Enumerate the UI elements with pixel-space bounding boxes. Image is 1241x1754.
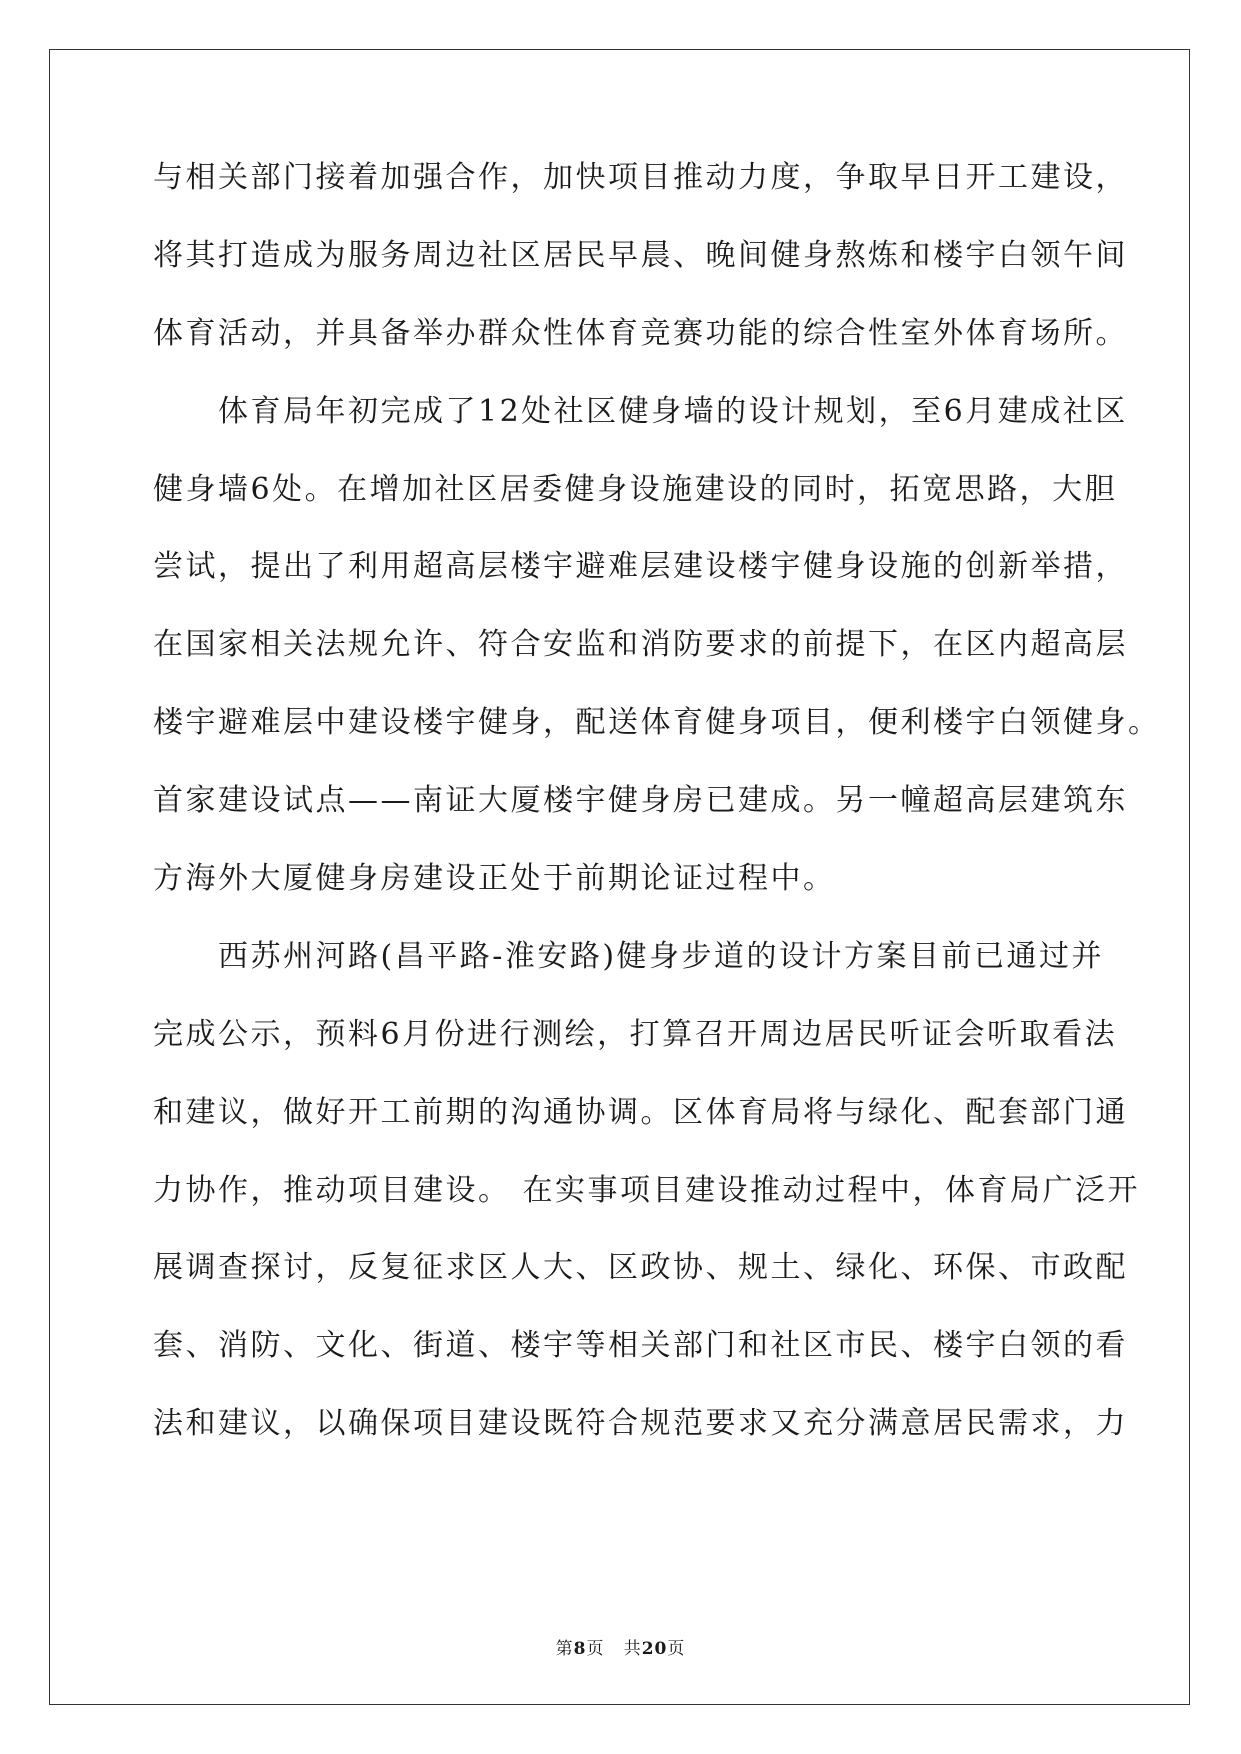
page-prefix: 第	[555, 1639, 574, 1659]
text-line: 首家建设试点——南证大厦楼宇健身房已建成。另一幢超高层建筑东	[153, 783, 1128, 819]
total-suffix: 页	[667, 1639, 686, 1659]
text-line: 健身墙6处。在增加社区居委健身设施建设的同时，拓宽思路，大胆	[153, 471, 1118, 507]
text-line: 展调查探讨，反复征求区人大、区政协、规土、绿化、环保、市政配	[153, 1250, 1128, 1286]
total-prefix: 共	[623, 1639, 642, 1659]
text-line: 法和建议，以确保项目建设既符合规范要求又充分满意居民需求，力	[153, 1406, 1128, 1442]
text-line: 与相关部门接着加强合作，加快项目推动力度，争取早日开工建设，	[153, 160, 1128, 195]
text-line: 和建议，做好开工前期的沟通协调。区体育局将与绿化、配套部门通	[153, 1094, 1128, 1130]
text-line: 力协作，推动项目建设。 在实事项目建设推动过程中，体育局广泛开	[153, 1172, 1141, 1208]
page-suffix: 页	[586, 1639, 605, 1659]
page-footer	[0, 1634, 1241, 1659]
text-line: 完成公示，预料6月份进行测绘，打算召开周边居民听证会听取看法	[153, 1016, 1118, 1052]
text-line: 方海外大厦健身房建设正处于前期论证过程中。	[153, 861, 836, 897]
text-line: 体育活动，并具备举办群众性体育竞赛功能的综合性室外体育场所。	[153, 315, 1128, 351]
text-line: 套、消防、文化、街道、楼宇等相关部门和社区市民、楼宇白领的看	[153, 1328, 1128, 1364]
text-line: 尝试，提出了利用超高层楼宇避难层建设楼宇健身设施的创新举措，	[153, 549, 1128, 585]
total-pages: 20	[641, 1639, 668, 1659]
text-line: 将其打造成为服务周边社区居民早晨、晚间健身熬炼和楼宇白领午间	[153, 237, 1128, 273]
document-body	[153, 158, 1161, 1482]
text-line: 楼宇避难层中建设楼宇健身，配送体育健身项目，便利楼宇白领健身。	[153, 705, 1161, 741]
text-line: 在国家相关法规允许、符合安监和消防要求的前提下，在区内超高层	[153, 627, 1128, 663]
page-number: 8	[573, 1639, 587, 1659]
text-line: 体育局年初完成了12处社区健身墙的设计规划，至6月建成社区	[153, 393, 1128, 429]
text-line: 西苏州河路(昌平路-淮安路)健身步道的设计方案目前已通过并	[153, 938, 1105, 974]
